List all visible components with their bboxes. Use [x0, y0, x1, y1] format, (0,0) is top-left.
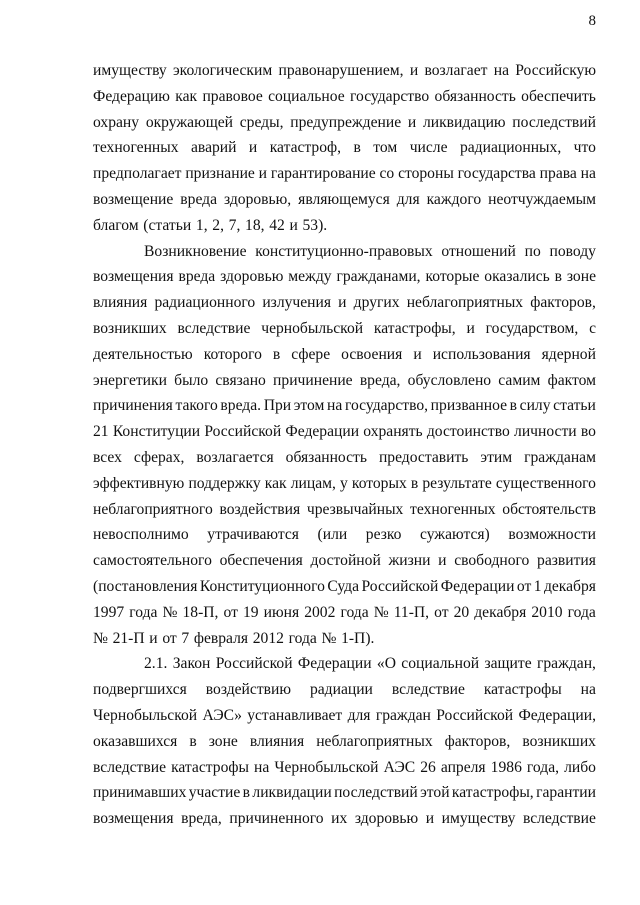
word: года	[288, 629, 317, 647]
word: и	[258, 165, 268, 183]
word: вреда,	[181, 810, 222, 828]
word: использования	[432, 345, 531, 363]
word: катастрофы	[483, 681, 562, 699]
word: граждан,	[536, 655, 596, 673]
word: в	[554, 268, 562, 286]
word: 11-П,	[393, 603, 430, 621]
word: государство,	[344, 397, 429, 415]
text-line	[93, 729, 596, 755]
word: 1-П).	[341, 629, 375, 647]
word: обеспечить	[521, 87, 596, 105]
word: 20	[453, 603, 470, 621]
text-line	[93, 110, 596, 136]
word: вреда.	[220, 397, 262, 415]
word: обязанность	[285, 448, 367, 466]
text-line	[93, 58, 596, 84]
word: сужаются)	[420, 526, 490, 544]
word: года	[567, 603, 596, 621]
word: в	[509, 397, 518, 415]
word: государства	[457, 165, 536, 183]
word: №	[321, 629, 337, 647]
word: невосполнимо	[93, 526, 189, 544]
word: воздействия	[219, 500, 301, 518]
word: принимавших	[93, 784, 187, 802]
word: влияния	[249, 732, 305, 750]
word: со	[379, 165, 395, 183]
word: возмещение	[93, 190, 174, 208]
word: достойной	[310, 552, 381, 570]
word: техногенных	[410, 500, 496, 518]
word: вследствие	[522, 810, 596, 828]
word: экологическим	[172, 62, 273, 79]
word: по	[524, 242, 541, 260]
word: (постановления	[93, 577, 198, 595]
word: года,	[526, 758, 560, 776]
text-line	[93, 393, 596, 419]
word: катастрофы,	[451, 784, 534, 802]
word: что	[573, 139, 596, 157]
word: последствий	[334, 784, 418, 802]
word: фактом	[547, 371, 596, 389]
word: факторов,	[530, 294, 596, 312]
text-line	[93, 677, 596, 703]
word: стороны	[398, 165, 454, 183]
word: самостоятельного	[93, 552, 212, 570]
word: гарантирование	[270, 165, 376, 183]
word: Конституционного	[199, 577, 325, 595]
text-line	[93, 264, 596, 290]
word: имуществу	[441, 810, 516, 828]
word: АЭС	[383, 758, 416, 776]
word: возникших	[522, 732, 596, 750]
word: Возникновение	[144, 242, 247, 260]
word: либо	[564, 758, 596, 776]
word: 21-П	[112, 629, 145, 647]
word: во	[580, 423, 596, 441]
word: имуществу	[93, 62, 167, 79]
page-number: 8	[588, 13, 596, 29]
word: сфере	[291, 345, 331, 363]
text-line	[93, 755, 596, 781]
word: утрачиваются	[207, 526, 299, 544]
word: резко	[365, 526, 402, 544]
word: у	[340, 474, 348, 492]
word: (или	[317, 526, 348, 544]
word: чернобыльской	[261, 319, 364, 337]
text-line	[93, 161, 596, 187]
word: том	[373, 139, 398, 157]
word: оказались	[484, 268, 550, 286]
word: 2,	[212, 216, 224, 234]
word: №	[373, 603, 389, 621]
word: с	[589, 319, 596, 337]
word: зоне	[566, 268, 596, 286]
word: охранять	[363, 423, 423, 441]
word: признание	[185, 165, 255, 183]
word: призванное	[430, 397, 507, 415]
text-line	[93, 780, 596, 806]
word: (статьи	[143, 216, 192, 234]
word: и	[466, 319, 475, 337]
text-line	[93, 522, 596, 548]
text-line	[93, 368, 596, 394]
word: ликвидации	[252, 784, 332, 802]
text-line	[93, 445, 596, 471]
word: каждого	[426, 190, 482, 208]
word: и	[409, 62, 419, 79]
document-body	[93, 58, 596, 832]
word: освоения	[341, 345, 403, 363]
word: для	[347, 706, 371, 724]
word: на	[327, 397, 343, 415]
word: техногенных	[93, 139, 179, 157]
word: неблагоприятных	[316, 732, 433, 750]
word: от	[434, 603, 449, 621]
word: ликвидацию	[422, 113, 506, 131]
word: правонарушением,	[278, 62, 404, 79]
word: Федерации	[297, 655, 372, 673]
word: и	[289, 216, 298, 234]
text-line	[93, 316, 596, 342]
word: радиации	[309, 681, 373, 699]
word: других	[353, 294, 400, 312]
word: аварий	[190, 139, 237, 157]
word: вреда	[180, 190, 218, 208]
word: Чернобыльской	[93, 706, 198, 724]
word: апреля	[440, 758, 486, 776]
word: личности	[514, 423, 577, 441]
text-line	[93, 497, 596, 523]
word: 19	[242, 603, 259, 621]
word: возникших	[93, 319, 167, 337]
word: причиненного	[229, 810, 324, 828]
word: предполагает	[93, 165, 182, 183]
text-line	[93, 703, 596, 729]
text-line	[93, 213, 596, 239]
text-line	[93, 548, 596, 574]
word: Федерацию	[93, 87, 170, 105]
word: и	[149, 629, 158, 647]
word: причинение	[273, 371, 353, 389]
word: 1	[533, 577, 542, 595]
word: в	[353, 139, 361, 157]
word: возможности	[508, 526, 596, 544]
text-line	[93, 239, 596, 265]
word: было	[174, 371, 209, 389]
word: в	[272, 345, 281, 363]
word: между	[288, 268, 332, 286]
word: Российскую	[515, 62, 596, 79]
word: Российской	[361, 577, 439, 595]
word: социальной	[401, 655, 480, 673]
word: 1997	[93, 603, 125, 621]
text-line	[93, 626, 596, 652]
word: Закон	[172, 655, 211, 673]
word: как	[175, 87, 198, 105]
word: такого	[175, 397, 218, 415]
word: вреда	[178, 268, 216, 286]
word: №	[93, 629, 108, 647]
word: сферах,	[133, 448, 185, 466]
word: охрану	[93, 113, 140, 131]
word: При	[263, 397, 292, 415]
word: 42	[269, 216, 285, 234]
word: АЭС»	[202, 706, 242, 724]
word: на	[580, 165, 596, 183]
word: и	[413, 345, 422, 363]
word: неблагоприятных	[406, 294, 524, 312]
word: самим	[498, 371, 541, 389]
word: достоинство	[426, 423, 510, 441]
word: энергетики	[93, 371, 167, 389]
word: 26	[420, 758, 436, 776]
word: от	[162, 629, 177, 647]
word: связано	[215, 371, 266, 389]
word: 2002	[304, 603, 336, 621]
text-line	[93, 574, 596, 600]
word: существенного	[495, 474, 596, 492]
word: зоне	[208, 732, 238, 750]
word: года	[129, 603, 158, 621]
word: 1986	[490, 758, 522, 776]
word: 7	[181, 629, 190, 647]
word: этим	[480, 448, 513, 466]
word: Российской	[215, 655, 293, 673]
word: которые	[425, 268, 480, 286]
word: всех	[93, 448, 122, 466]
word: этой	[420, 784, 450, 802]
word: излучения	[262, 294, 332, 312]
word: катастрофы	[171, 758, 249, 776]
word: деятельностью	[93, 345, 193, 363]
word: года	[340, 603, 369, 621]
word: последствий	[512, 113, 596, 131]
word: граждан	[375, 706, 431, 724]
word: Федерации	[440, 577, 515, 595]
word: в	[410, 474, 419, 492]
word: жизни	[388, 552, 431, 570]
word: июня	[263, 603, 300, 621]
word: в	[242, 784, 251, 802]
word: Суда	[327, 577, 360, 595]
word: 18,	[245, 216, 265, 234]
word: катастрофы,	[373, 319, 456, 337]
word: окружающей	[145, 113, 233, 131]
word: Федерации	[285, 423, 360, 441]
word: здоровью	[354, 810, 419, 828]
word: в	[189, 732, 197, 750]
word: участие	[188, 784, 241, 802]
word: результате	[422, 474, 492, 492]
word: возмещения	[93, 268, 174, 286]
word: которых	[351, 474, 407, 492]
word: подвергшихся	[93, 681, 187, 699]
word: декабря	[474, 603, 527, 621]
word: предоставить	[378, 448, 469, 466]
text-line	[93, 651, 596, 677]
text-line	[93, 135, 596, 161]
word: и	[248, 139, 258, 157]
word: чрезвычайных	[306, 500, 404, 518]
word: вследствие	[391, 681, 465, 699]
word: силу	[519, 397, 551, 415]
word: катастроф,	[269, 139, 342, 157]
word: среды,	[239, 113, 284, 131]
word: «О	[376, 655, 396, 673]
word: права	[539, 165, 577, 183]
word: Российской	[436, 706, 514, 724]
word: гражданами,	[336, 268, 421, 286]
word: на	[580, 681, 596, 699]
text-line	[93, 806, 596, 832]
word: устанавливает	[247, 706, 343, 724]
word: и	[407, 113, 417, 131]
word: и	[338, 294, 347, 312]
word: и	[425, 810, 435, 828]
word: обязанность	[434, 87, 516, 105]
word: радиационного	[154, 294, 256, 312]
word: неблагоприятного	[93, 500, 213, 518]
word: вследствие	[177, 319, 251, 337]
word: 18-П,	[182, 603, 219, 621]
word: Чернобыльской	[274, 758, 379, 776]
word: влияния	[93, 294, 148, 312]
word: 53).	[302, 216, 328, 234]
word: 7,	[228, 216, 241, 234]
word: статьи	[553, 397, 596, 415]
word: причинения	[93, 397, 173, 415]
word: свободного	[454, 552, 530, 570]
word: неотчуждаемым	[488, 190, 596, 208]
word: ядерной	[541, 345, 596, 363]
word: №	[162, 603, 178, 621]
text-line	[93, 187, 596, 213]
text-line	[93, 600, 596, 626]
word: вследствие	[93, 758, 166, 776]
word: являющемуся	[298, 190, 390, 208]
text-line	[93, 342, 596, 368]
word: воздействию	[205, 681, 291, 699]
word: возлагает	[424, 62, 488, 79]
text-line	[93, 84, 596, 110]
word: 21	[93, 423, 109, 441]
word: для	[396, 190, 420, 208]
word: развития	[537, 552, 596, 570]
word: 2.1.	[144, 655, 168, 673]
word: вреда,	[359, 371, 401, 389]
word: гарантии	[536, 784, 596, 802]
word: здоровью,	[223, 190, 292, 208]
word: обусловлено	[407, 371, 492, 389]
word: эффективную	[93, 474, 185, 492]
word: их	[331, 810, 348, 828]
text-line	[93, 419, 596, 445]
word: государство	[350, 87, 430, 105]
text-line	[93, 471, 596, 497]
word: конституционно-правовых	[255, 242, 433, 260]
word: правовое	[202, 87, 263, 105]
word: отношений	[441, 242, 516, 260]
word: от	[516, 577, 532, 595]
word: поводу	[549, 242, 596, 260]
word: на	[493, 62, 509, 79]
word: числе	[409, 139, 448, 157]
word: благом	[93, 216, 139, 234]
word: государством,	[485, 319, 579, 337]
word: возлагается	[196, 448, 274, 466]
word: возмещения	[93, 810, 174, 828]
word: оказавшихся	[93, 732, 178, 750]
word: лицам,	[290, 474, 336, 492]
word: которого	[203, 345, 262, 363]
word: предупреждение	[290, 113, 402, 131]
word: на	[254, 758, 270, 776]
word: 2010	[531, 603, 563, 621]
word: декабря	[543, 577, 596, 595]
word: социальное	[268, 87, 345, 105]
word: Конституции	[112, 423, 201, 441]
text-line	[93, 290, 596, 316]
word: защите	[484, 655, 532, 673]
word: здоровью	[220, 268, 284, 286]
word: этом	[293, 397, 325, 415]
word: Российской	[204, 423, 282, 441]
word: обстоятельств	[502, 500, 596, 518]
word: поддержку	[188, 474, 261, 492]
word: радиационных,	[459, 139, 562, 157]
word: как	[264, 474, 287, 492]
word: Федерации,	[518, 706, 596, 724]
word: 2012	[252, 629, 284, 647]
word: от	[223, 603, 238, 621]
word: февраля	[193, 629, 249, 647]
word: обеспечения	[219, 552, 303, 570]
word: 1,	[195, 216, 208, 234]
word: и	[438, 552, 447, 570]
word: факторов,	[444, 732, 511, 750]
word: гражданам	[524, 448, 596, 466]
